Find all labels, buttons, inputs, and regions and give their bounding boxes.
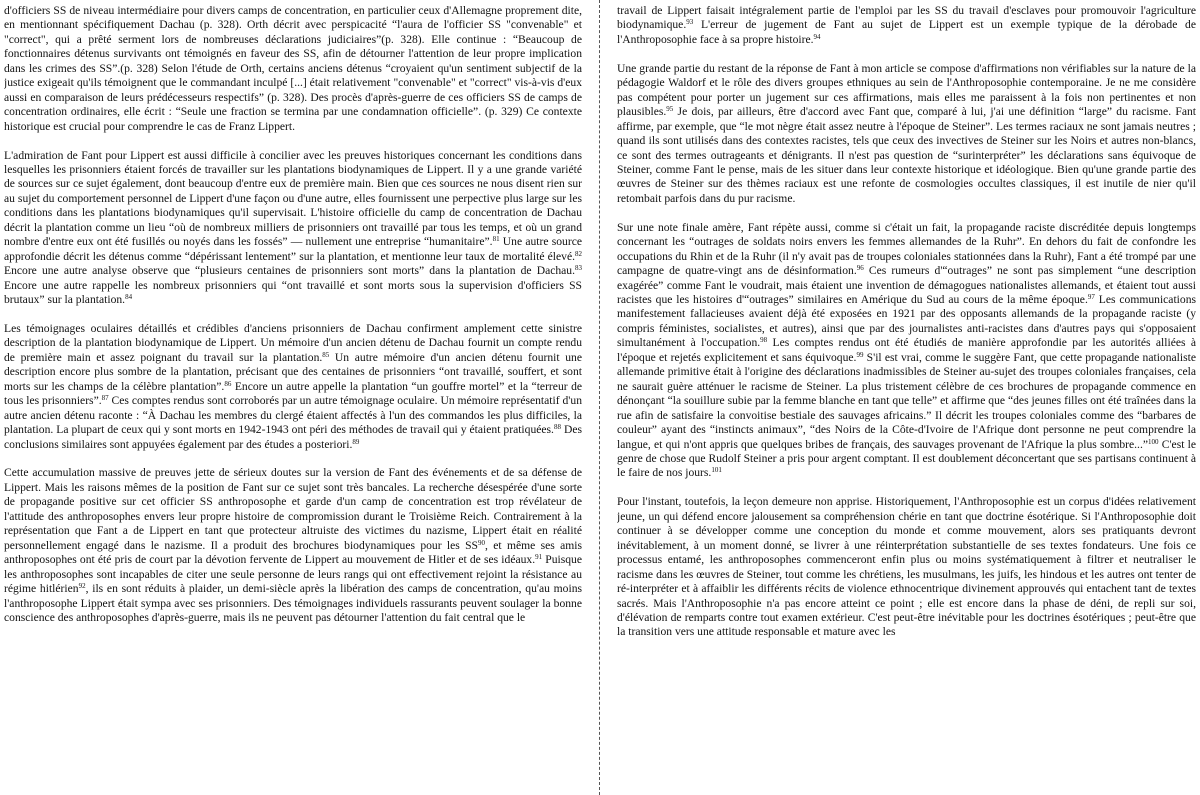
- text-run: Les témoignages oculaires détaillés et crédibles d'anciens prisonniers de Dachau confirment amplement cette sinistre description de la plantation biodynamique de Lippert. Un mémoire d'un ancien détenu de Dachau fournit un compte rendu de première main et assez poignant du travail sur la plantation.: [4, 321, 582, 364]
- text-run: Une autre source approfondie décrit les détenus comme “dépérissant lentement” sur la plantation, et mentionne leur taux de mortalité élevé.: [4, 235, 582, 263]
- paragraph: [617, 62, 1196, 207]
- text-run: Les communications manifestement fallacieuses avaient déjà été exposées en 1921 par des opposants allemands de la propagande raciste (y compris féministes, socialistes, et autres), ainsi que par des journalistes anti-racistes dans d'autres pays qui s'opposaient simultanément à l'occupation.: [617, 293, 1196, 350]
- text-run: Encore une autre analyse observe que “plusieurs centaines de prisonniers sont morts” dans la plantation de Dachau.: [4, 264, 575, 278]
- paragraph: [4, 322, 582, 452]
- text-run: travail de Lippert faisait intégralement partie de l'emploi par les SS du travail d'esclaves pour promouvoir l'agriculture biodynamique.: [617, 4, 1196, 32]
- text-run: Encore une autre rappelle les nombreux prisonniers qui “ont travaillé et sont morts sous la supervision d'officiers SS brutaux” sur la plantation.: [4, 278, 582, 307]
- footnote-ref: 89: [352, 437, 360, 446]
- footnote-ref: 83: [575, 264, 582, 273]
- text-run: Cette accumulation massive de preuves jette de sérieux doutes sur la version de Fant des événements et de sa défense de Lippert. Mais les raisons mêmes de la position de Fant sur ce sujet sont très bancales. La recherche désespérée d'une sorte de propagande positive sur cet officier SS anthroposophe et garde d'un camp de concentration est trop révélateur de l'attitude des anthroposophes envers leur propre histoire de compromission durant le Troisième Reich. Contrairement à la représentation que Fant a de Lippert en tant que protecteur altruiste des victimes du nazisme, Lippert était en réalité personnellement engagé dans le nazisme. Il a produit des brochures biodynamiques pour les SS: [4, 466, 582, 552]
- text-run: Ces rumeurs d'“outrages” ne sont pas simplement “une description exagérée” comme Fant le voudrait, mais étaient une invention de démagogues nationalistes allemands, et étaient tout aussi racistes que les histoires d'“outrages” similaires en Amérique du Sud au cours de la même époque.: [617, 264, 1196, 307]
- text-run: Encore un autre appelle la plantation “un gouffre mortel” et la “terreur de tous les prisonniers”.: [4, 379, 582, 408]
- footnote-ref: 99: [856, 350, 864, 359]
- text-run: C'est le genre de chose que Rudolf Steiner a pris pour argent comptant. Il est doublement déconcertant que ses partisans continuent à le faire de nos jours.: [617, 437, 1196, 480]
- text-run: Pour l'instant, toutefois, la leçon demeure non apprise. Historiquement, l'Anthroposophie est un corpus d'idées relativement jeune, un qui défend encore jalousement sa compréhension chérie en tant que doctrine ésotérique. Si l'Anthroposophie doit continuer à se développer comme une conception du monde et comme mouvement, alors ses pratiquants devront inévitablement, à un moment donné, se livrer à une réinterprétation substantielle de ses textes fondateurs. Une fois ce processus entamé, les anthroposophes commenceront enfin plus ou moins systématiquement à filtrer et neutraliser le racisme dans les œuvres de Steiner, tout comme les chrétiens, les musulmans, les juifs, les hindous et les autres ont tenter de ré-interpréter et à affaiblir les différents récits de violence ethnocentrique divinement approuvés qui entachent tant de textes sacrés. Mais l'Anthroposophie n'a pas encore atteint ce point ; elle est encore dans la phase de déni, de repli sur soi, d'élévation de remparts contre tout examen extérieur. C'est peut-être inévitable pour les doctrines ésotériques ; peut-être que la transition vers une attitude responsable et mature avec les: [617, 495, 1196, 639]
- footnote-ref: 82: [575, 249, 582, 258]
- footnote-ref: 100: [1148, 437, 1159, 446]
- text-run: Un autre mémoire d'un ancien détenu fournit une description encore plus sombre de la plantation, précisant que des centaines de prisonniers “ont travaillé, souffert, et sont morts sur les champs de la célèbre plantation”.: [4, 350, 582, 393]
- footnote-ref: 87: [101, 394, 109, 403]
- footnote-ref: 93: [686, 18, 694, 27]
- footnote-ref: 85: [322, 350, 330, 359]
- paragraph: [617, 221, 1196, 481]
- footnote-ref: 90: [478, 538, 486, 547]
- text-run: Puisque les anthroposophes sont incapables de citer une seule personne de leurs rangs qui ont effectivement rejoint la résistance au régime hitlérien: [4, 553, 582, 596]
- text-run: Une grande partie du restant de la réponse de Fant à mon article se compose d'affirmations non vérifiables sur la nature de la pédagogie Waldorf et le rôle des divers groupes ethniques au sein de l'Anthroposophie contemporaine. Je ne me considère pas compétent pour porter un jugement sur ces affirmations, mais elles me paraissent à la fois non pertinentes et non plausibles.: [617, 61, 1196, 119]
- text-run: L'erreur de jugement de Fant au sujet de Lippert est un exemple typique de la dérobade de l'Anthroposophie face à sa propre histoire.: [617, 18, 1196, 46]
- footnote-ref: 94: [813, 32, 821, 41]
- text-run: Je dois, par ailleurs, être d'accord avec Fant que, comparé à lui, j'ai une définition “large” du racisme. Fant affirme, par exemple, que “le mot nègre était assez neutre à l'époque de Steiner”. Les termes raciaux ne sont jamais neutres ; quand ils sont utilisés dans des contextes racistes, tels que ceux des invectives de Steiner sur les Noirs et autres non-blancs, ce sont des termes outrageants et dénigrants. Il n'est pas question de “surinterpréter” les déclarations sans équivoque de Steiner, comme Fant le pense, mais de les situer dans leur contexte historique et idéologique. Bien qu'une grande partie des œuvres de Steiner sur des thèmes raciaux est une refonte de cosmologies occultes classiques, il est inutile de nier qu'il retombait parfois dans du pur racisme.: [617, 105, 1196, 205]
- footnote-ref: 96: [856, 264, 864, 273]
- footnote-ref: 86: [224, 379, 232, 388]
- footnote-ref: 81: [492, 235, 500, 244]
- footnote-ref: 101: [711, 466, 722, 475]
- right-text-column: [617, 4, 1196, 795]
- paragraph: [4, 466, 582, 625]
- footnote-ref: 92: [78, 582, 86, 591]
- left-text-column: [4, 4, 582, 795]
- text-run: d'officiers SS de niveau intermédiaire pour divers camps de concentration, en particulier ceux d'Allemagne proprement dite, en mentionnant spécifiquement Dachau (p. 328). Orth décrit avec perspicacité “l'aura de l'officier SS "convenable" et "correct", qui a prêté serment lors de nombreuses déclarations judiciaires”(p. 328). Elle continue : “Beaucoup de fonctionnaires détenus survivants ont témoignés en faveur des SS, afin de détourner l'attention de leur propre implication dans les crimes des SS”.(p. 328) Selon l'étude de Orth, certains anciens détenus “croyaient qu'un sentiment subjectif de la justice exigeait qu'ils témoignent que le commandant inculpé [...] était relativement "convenable" et "correct" vis-à-vis d'eux aussi en comparaison de leurs prédécesseurs respectifs” (p. 328). Des procès d'après-guerre de ces officiers SS de camps de concentration ordinaires, elle écrit : “Seule une fraction se termina par une condamnation officielle”. (p. 329) Ce contexte historique est crucial pour comprendre le cas de Franz Lippert.: [4, 4, 582, 133]
- paragraph: [617, 495, 1196, 640]
- text-run: L'admiration de Fant pour Lippert est aussi difficile à concilier avec les preuves historiques concernant les conditions dans lesquelles les prisonniers étaient forcés de travailler sur les plantations biodynamiques de Lippert. Il y a une grande variété de sources sur ce sujet également, dont beaucoup d'entre eux de première main. Bien que ces sources ne nous disent rien sur au sujet du comportement personnel de Lippert d'une façon ou d'une autre, elles fournissent une perpective plus large sur les conditions dans les plantations biodynamiques qu'il supervisait. L'histoire officielle du camp de concentration de Dachau décrit la plantation comme un lieu “où de nombreux milliers de prisonniers ont travaillé par tous les temps, et où un grand nombre d'entre eux ont été fusillés ou noyés dans les fossés” — nullement une entreprise “humanitaire”.: [4, 148, 582, 249]
- text-run: Sur une note finale amère, Fant répète aussi, comme si c'était un fait, la propagande raciste discréditée depuis longtemps concernant les “outrages de soldats noirs envers les femmes allemandes de la Ruhr”. En dehors du fait de confondre les occupations du Rhin et de la Ruhr (il n'y avait pas de troupes coloniales stationnées dans la Ruhr), Fant a été trompé par une campagne de quatre-vingt ans de désinformation.: [617, 220, 1196, 278]
- text-run: Ces comptes rendus sont corroborés par un autre témoignage oculaire. Un mémoire représentatif d'un autre ancien détenu raconte : “À Dachau les membres du clergé étaient affectés à l'un des commandos les plus difficiles, la plantation. La plupart de ceux qui y sont morts en 1942-1943 ont péri des méthodes de travail qui y étaient pratiquées.: [4, 394, 582, 437]
- paragraph: [617, 4, 1196, 47]
- paragraph: [4, 149, 582, 308]
- text-run: , et même ses amis anthroposophes ont été pris de court par la dévotion fervente de Lippert au mouvement de Hitler et de ses idéaux.: [4, 538, 582, 567]
- text-run: Les comptes rendus ont été étudiés de manière approfondie par les autorités alliées à l'époque et rejetés explicitement et sans équivoque.: [617, 336, 1196, 364]
- footnote-ref: 98: [760, 336, 768, 345]
- column-separator: [599, 0, 600, 795]
- text-run: Des conclusions similaires sont appuyées également par des études a posteriori.: [4, 423, 582, 451]
- text-run: S'il est vrai, comme le suggère Fant, que cette propagande nationaliste allemande primitive était à l'origine des déclarations inadmissibles de Steiner au-sujet des troupes coloniales françaises, cela ne saurait guère atténuer le racisme de Steiner. La plus tristement célèbre de ces brochures de propagande commence en dénonçant “la souillure subie par la femme blanche en tant que telle” et affirme que “des jeunes filles ont été traînées dans la rue afin de satisfaire la convoitise bestiale des sauvages africains.” Il décrit les troupes coloniales comme des “barbares de couleur” ayant des “instincts animaux”, “des Noirs de la Côte-d'Ivoire de l'Afrique dont personne ne peut comprendre la langue, et qui n'ont appris que quelques bribes de français, des sauvages provenant de l'Afrique la plus sombre...”: [617, 350, 1196, 451]
- text-run: , ils en sont réduits à plaider, un demi-siècle après la libération des camps de concentration, qu'au moins l'anthroposophe Lippert était sympa avec ses prisonniers. Des témoignages individuels rassurants peuvent soulager la bonne conscience des anthroposophes d'après-guerre, mais ils ne peuvent pas détourner l'attention du fait central que le: [4, 582, 582, 624]
- paragraph: [4, 4, 582, 134]
- footnote-ref: 97: [1087, 293, 1095, 302]
- footnote-ref: 91: [535, 553, 543, 562]
- footnote-ref: 84: [125, 293, 133, 302]
- footnote-ref: 88: [553, 423, 561, 432]
- footnote-ref: 95: [666, 105, 674, 114]
